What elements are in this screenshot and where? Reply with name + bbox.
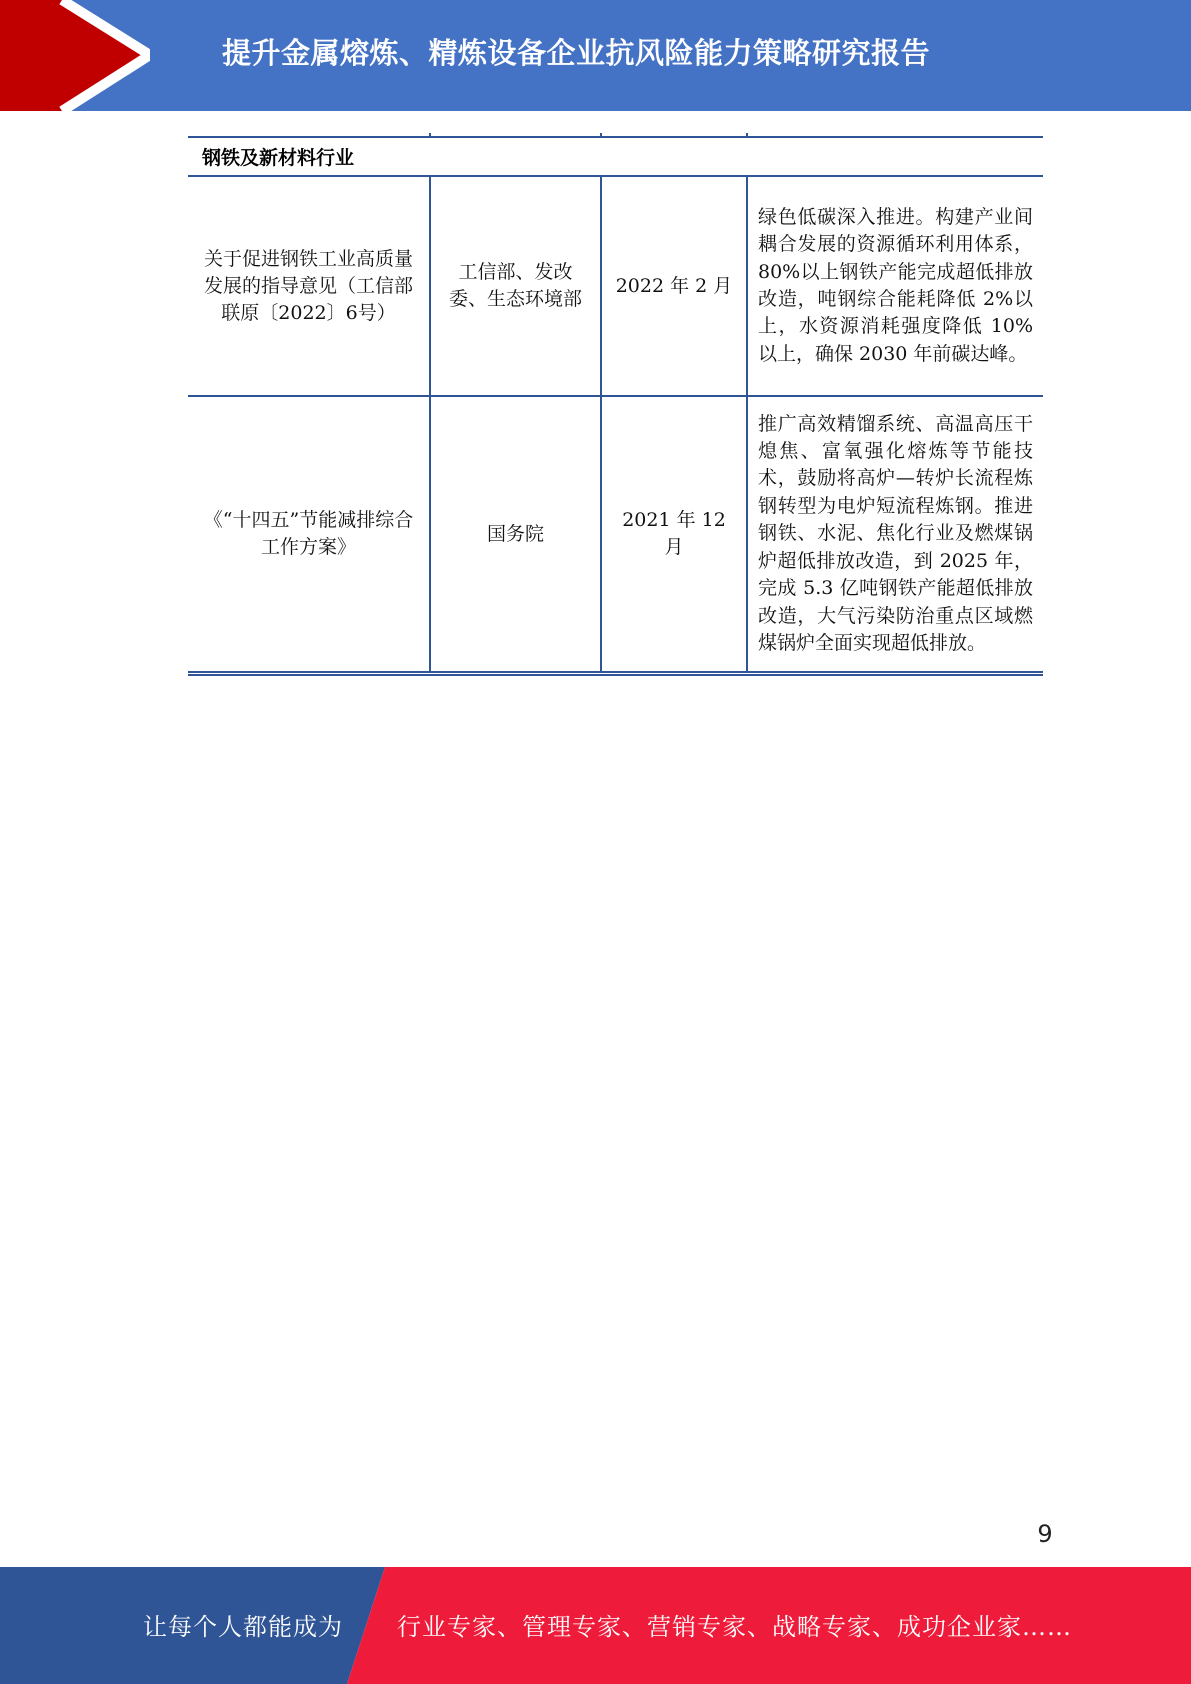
date-cell: 2021 年 12 月 (601, 396, 747, 672)
table-continuation-ticks (188, 133, 1043, 136)
footer-slogan-right: 行业专家、管理专家、营销专家、战略专家、成功企业家…… (397, 1613, 1072, 1641)
footer-slogan-left: 让每个人都能成为 (143, 1613, 343, 1641)
policy-title-cell: 关于促进钢铁工业高质量发展的指导意见（工信部联原〔2022〕6号） (188, 176, 430, 396)
policy-table (188, 136, 1043, 673)
footer-banner (0, 1567, 1191, 1684)
date-cell: 2022 年 2 月 (601, 176, 747, 396)
policy-table-container (188, 133, 1043, 678)
issuer-cell: 国务院 (430, 396, 601, 672)
page-number: 9 (1037, 1520, 1053, 1548)
issuer-cell: 工信部、发改委、生态环境部 (430, 176, 601, 396)
report-title: 提升金属熔炼、精炼设备企业抗风险能力策略研究报告 (222, 36, 931, 70)
header-arrow-decoration (0, 0, 150, 111)
table-row (188, 176, 1043, 396)
section-label: 钢铁及新材料行业 (188, 137, 1043, 176)
table-bottom-rule (188, 674, 1043, 678)
policy-title-cell: 《“十四五”节能减排综合工作方案》 (188, 396, 430, 672)
table-row (188, 396, 1043, 672)
header-banner (0, 0, 1191, 111)
content-cell: 绿色低碳深入推进。构建产业间耦合发展的资源循环利用体系，80%以上钢铁产能完成超低排放改造，吨钢综合能耗降低 2%以上，水资源消耗强度降低 10%以上，确保 2030 年前碳达峰。 (747, 176, 1043, 396)
section-row (188, 137, 1043, 176)
content-cell: 推广高效精馏系统、高温高压干熄焦、富氧强化熔炼等节能技术，鼓励将高炉—转炉长流程炼钢转型为电炉短流程炼钢。推进钢铁、水泥、焦化行业及燃煤锅炉超低排放改造，到 2025 年，完成 5.3 亿吨钢铁产能超低排放改造，大气污染防治重点区域燃煤锅炉全面实现超低排放。 (747, 396, 1043, 672)
